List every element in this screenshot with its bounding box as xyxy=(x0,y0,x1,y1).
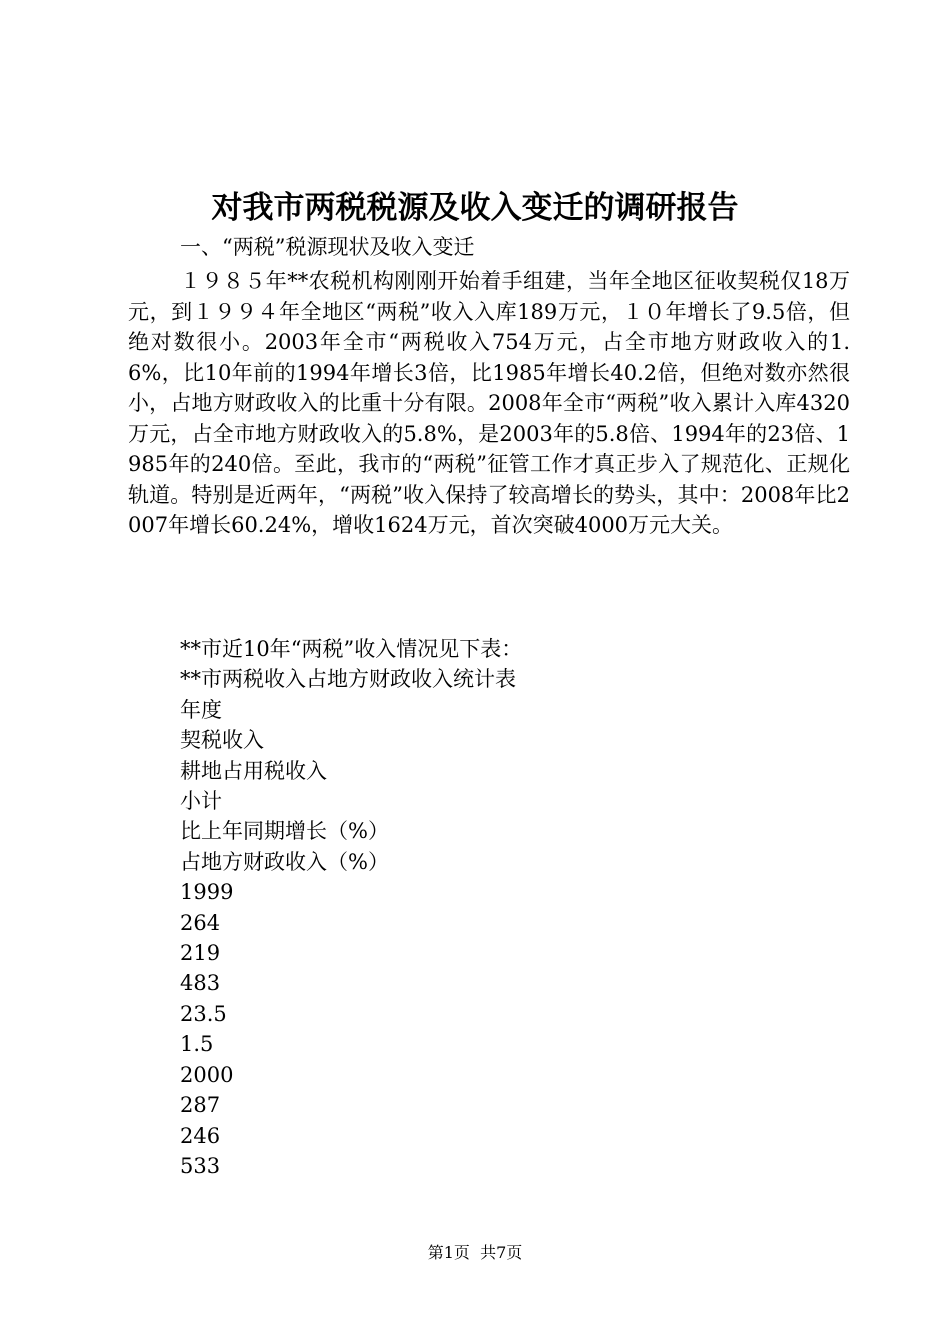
table-cell: 23.5 xyxy=(180,1001,227,1026)
section-heading: 一、“两税”税源现状及收入变迁 xyxy=(180,235,475,259)
table-cell: 533 xyxy=(180,1153,221,1178)
body-paragraph: １９８５年**农税机构刚刚开始着手组建，当年全地区征收契税仅18万元，到１９９４年全地区“两税”收入入库189万元，１０年增长了9.5倍，但绝对数很小。2003年全市“两税收入754万元，占全市地方财政收入的1.6%，比10年前的1994年增长3倍，比1985年增长40.2倍，但绝对数亦然很小，占地方财政收入的比重十分有限。2008年全市“两税”收入累计入库4320万元，占全市地方财政收入的5.8%，是2003年的5.8倍、1994年的23倍、1985年的240倍。至此，我市的“两税”征管工作才真正步入了规范化、正规化轨道。特别是近两年，“两税”收入保持了较高增长的势头，其中：2008年比2007年增长60.24%，增收1624万元，首次突破4000万元大关。 xyxy=(128,269,850,537)
table-title: **市两税收入占地方财政收入统计表 xyxy=(180,667,516,692)
table-header-deed-tax: 契税收入 xyxy=(180,728,264,753)
table-header-share: 占地方财政收入（%） xyxy=(180,849,389,874)
table-as-list xyxy=(180,634,522,1181)
table-cell: 483 xyxy=(180,971,221,996)
table-cell: 1.5 xyxy=(180,1032,214,1057)
table-header-year: 年度 xyxy=(180,697,222,722)
table-header-land-tax: 耕地占用税收入 xyxy=(180,758,327,783)
table-cell: 264 xyxy=(180,910,221,935)
table-cell: 246 xyxy=(180,1123,221,1148)
table-intro: **市近10年“两税”收入情况见下表： xyxy=(180,637,523,661)
table-header-subtotal: 小计 xyxy=(180,789,222,814)
table-cell: 219 xyxy=(180,941,221,966)
table-header-growth: 比上年同期增长（%） xyxy=(180,819,389,844)
page-total: 共7页 xyxy=(480,1243,523,1262)
page-number: 第1页 xyxy=(427,1243,470,1262)
document-title: 对我市两税税源及收入变迁的调研报告 xyxy=(211,190,739,226)
page-footer xyxy=(0,1242,950,1264)
table-cell: 287 xyxy=(180,1093,221,1118)
table-cell: 1999 xyxy=(180,880,234,905)
table-cell: 2000 xyxy=(180,1062,234,1087)
